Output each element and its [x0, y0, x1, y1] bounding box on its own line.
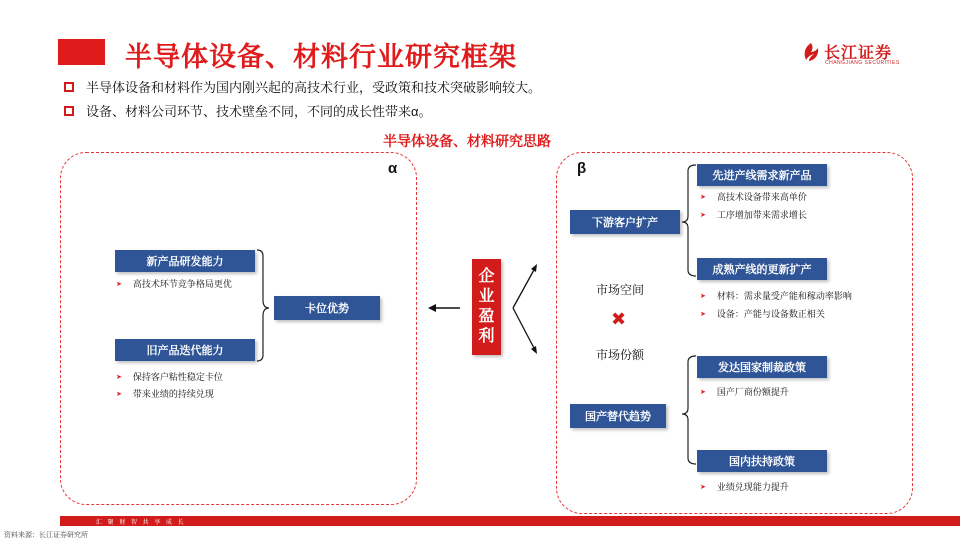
- bullet-text: 设备、材料公司环节、技术壁垒不同，不同的成长性带来α。: [86, 104, 432, 119]
- mature-line-point: ➤ 设备：产能与设备数正相关: [700, 309, 825, 319]
- alpha-label: α: [388, 160, 398, 177]
- arrow-bullet-icon: ➤: [700, 193, 706, 201]
- beta-label: β: [577, 160, 587, 177]
- enterprise-profit-box: 企 业 盈 利: [472, 259, 501, 355]
- new-product-point: ➤ 高技术环节竞争格局更优: [116, 279, 232, 289]
- arrow-bullet-icon: ➤: [116, 390, 122, 398]
- mature-line-box: 成熟产线的更新扩产: [697, 258, 827, 280]
- diagram-title: 半导体设备、材料研究思路: [383, 133, 551, 149]
- new-product-box: 新产品研发能力: [115, 250, 255, 272]
- advanced-line-point: ➤ 工序增加带来需求增长: [700, 210, 807, 220]
- arrow-bullet-icon: ➤: [700, 483, 706, 491]
- page-title: 半导体设备、材料行业研究框架: [125, 42, 517, 72]
- sanction-policy-box: 发达国家制裁政策: [697, 356, 827, 378]
- old-product-point: ➤ 保持客户粘性稳定卡位: [116, 372, 223, 382]
- footer-bar: [60, 516, 960, 526]
- domestic-substitution-box: 国产替代趋势: [570, 404, 666, 428]
- arrow-bullet-icon: ➤: [700, 211, 706, 219]
- footer-slogan: 汇 聚 财 智 共 享 成 长: [96, 520, 186, 526]
- logo-text-en: CHANGJIANG SECURITIES: [825, 60, 900, 66]
- cross-multiply-icon: ✖: [611, 309, 627, 329]
- position-advantage-box: 卡位优势: [274, 296, 380, 320]
- support-policy-point: ➤ 业绩兑现能力提升: [700, 482, 789, 492]
- old-product-point: ➤ 带来业绩的持续兑现: [116, 389, 214, 399]
- arrow-bullet-icon: ➤: [700, 292, 706, 300]
- market-share-label: 市场份额: [596, 348, 645, 362]
- source-note: 资料来源：长江证券研究所: [4, 532, 88, 539]
- mature-line-point: ➤ 材料：需求量受产能和稼动率影响: [700, 291, 852, 301]
- advanced-line-point: ➤ 高技术设备带来高单价: [700, 192, 807, 202]
- arrow-bullet-icon: ➤: [116, 373, 122, 381]
- market-space-label: 市场空间: [596, 283, 645, 297]
- arrow-bullet-icon: ➤: [116, 280, 122, 288]
- bullet-text: 半导体设备和材料作为国内刚兴起的高技术行业，受政策和技术突破影响较大。: [86, 80, 542, 95]
- support-policy-box: 国内扶持政策: [697, 450, 827, 472]
- downstream-expansion-box: 下游客户扩产: [570, 210, 680, 234]
- arrow-bullet-icon: ➤: [700, 388, 706, 396]
- logo-text-cn: 长江证券: [824, 45, 893, 62]
- arrow-bullet-icon: ➤: [700, 310, 706, 318]
- old-product-box: 旧产品迭代能力: [115, 339, 255, 361]
- advanced-line-box: 先进产线需求新产品: [697, 164, 827, 186]
- sanction-policy-point: ➤ 国产厂商份额提升: [700, 387, 789, 397]
